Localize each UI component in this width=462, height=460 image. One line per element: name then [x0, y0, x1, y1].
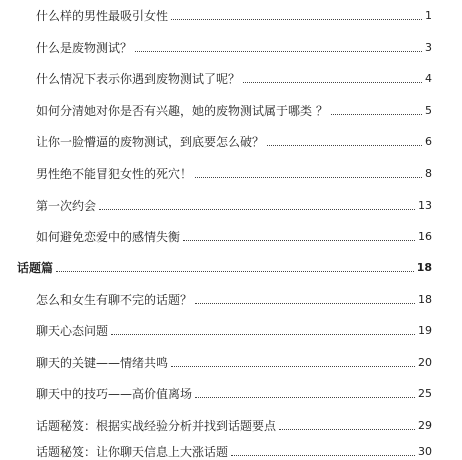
dot-leader — [135, 50, 422, 52]
dot-leader — [183, 239, 415, 241]
toc-entry-title: 男性绝不能冒犯女性的死穴！ — [36, 167, 193, 181]
dot-leader — [195, 396, 415, 398]
toc-entry-page: 1 — [425, 9, 432, 22]
toc-entry-page: 5 — [425, 104, 432, 117]
toc-entry[interactable] — [0, 351, 462, 371]
toc-entry-page: 13 — [418, 199, 432, 212]
toc-entry-page: 6 — [425, 135, 432, 148]
toc-entry[interactable] — [0, 99, 462, 119]
toc-entry-title: 聊天心态问题 — [36, 324, 109, 338]
toc-entry[interactable] — [0, 319, 462, 339]
dot-leader — [243, 81, 422, 83]
toc-entry-partial[interactable] — [0, 440, 462, 460]
dot-leader — [171, 365, 415, 367]
toc-entry[interactable] — [0, 36, 462, 56]
dot-leader — [331, 113, 422, 115]
toc-entry-title: 让你一脸懵逼的废物测试，到底要怎么破？ — [36, 135, 265, 149]
toc-entry-page: 8 — [425, 167, 432, 180]
toc-entry-title: 聊天的关键——情绪共鸣 — [36, 356, 169, 370]
dot-leader — [195, 176, 422, 178]
toc-entry[interactable] — [0, 382, 462, 402]
dot-leader — [56, 270, 414, 272]
toc-entry-title: 话题秘笈：根据实战经验分析并找到话题要点 — [36, 419, 277, 433]
toc-entry-page: 30 — [418, 445, 432, 458]
toc-entry-page: 19 — [418, 324, 432, 337]
dot-leader — [231, 454, 415, 456]
toc-entry-title: 什么是废物测试？ — [36, 41, 133, 55]
toc-entry[interactable] — [0, 130, 462, 150]
toc-entry-title: 第一次约会 — [36, 199, 97, 213]
toc-entry[interactable] — [0, 225, 462, 245]
dot-leader — [195, 302, 415, 304]
toc-entry-page: 18 — [418, 293, 432, 306]
toc-entry-title: 聊天中的技巧——高价值离场 — [36, 387, 193, 401]
toc-section-heading[interactable] — [0, 256, 462, 276]
toc-section-title: 话题篇 — [17, 261, 54, 275]
toc-entry[interactable] — [0, 4, 462, 24]
toc-entry-title: 话题秘笈：让你聊天信息上大涨话题 — [36, 445, 229, 459]
toc-entry-page: 3 — [425, 41, 432, 54]
toc-entry[interactable] — [0, 414, 462, 434]
toc-entry[interactable] — [0, 67, 462, 87]
toc-entry-title: 什么样的男性最吸引女性 — [36, 9, 169, 23]
toc-entry-page: 29 — [418, 419, 432, 432]
dot-leader — [279, 428, 415, 430]
dot-leader — [99, 208, 415, 210]
toc-entry-page: 20 — [418, 356, 432, 369]
toc-entry-page: 25 — [418, 387, 432, 400]
toc-entry-page: 4 — [425, 72, 432, 85]
toc-entry-page: 16 — [418, 230, 432, 243]
toc-entry[interactable] — [0, 194, 462, 214]
toc-entry-title: 如何分清她对你是否有兴趣，她的废物测试属于哪类 ？ — [36, 104, 328, 118]
toc-entry-title: 如何避免恋爱中的感情失衡 — [36, 230, 181, 244]
dot-leader — [267, 144, 422, 146]
dot-leader — [171, 18, 422, 20]
dot-leader — [111, 333, 415, 335]
toc-entry[interactable] — [0, 288, 462, 308]
toc-section-page: 18 — [416, 261, 432, 274]
toc-entry-title: 怎么和女生有聊不完的话题？ — [36, 293, 193, 307]
toc-entry-title: 什么情况下表示你遇到废物测试了呢？ — [36, 72, 241, 86]
toc-entry[interactable] — [0, 162, 462, 182]
